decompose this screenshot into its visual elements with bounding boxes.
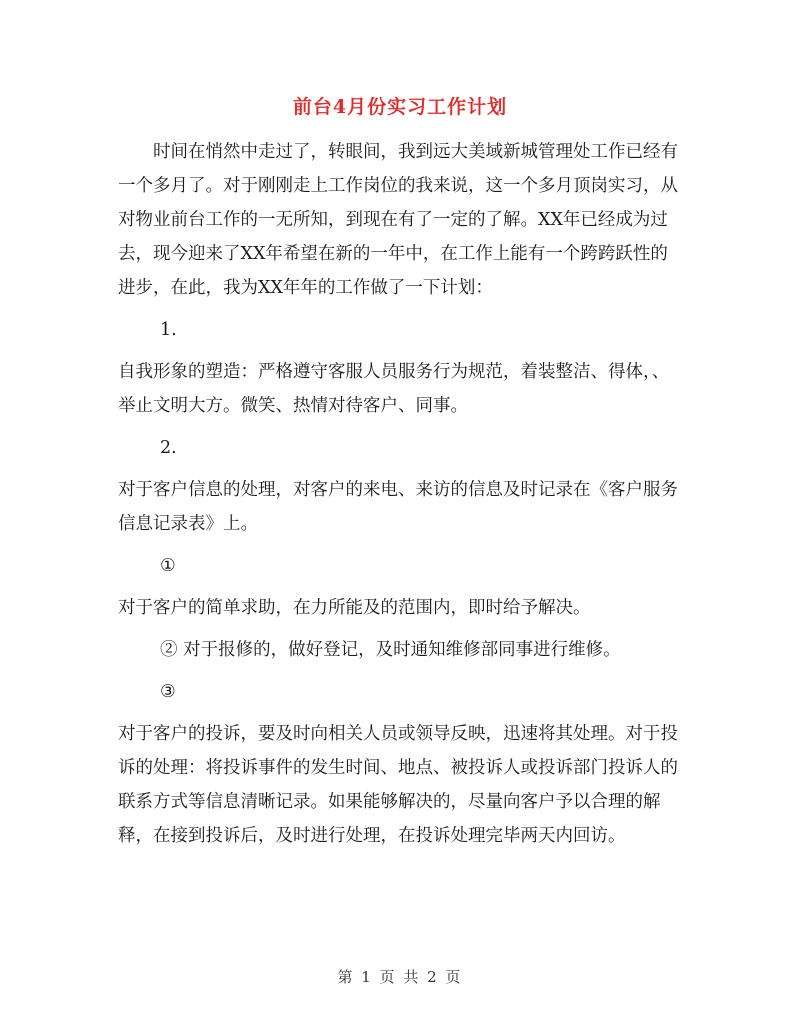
item-text-1: 自我形象的塑造：严格遵守客服人员服务行为规范，着装整洁、得体，、举止文明大方。微笑、热情对待客户、同事。 bbox=[118, 362, 670, 416]
item-text-3: 对于客户的简单求助，在力所能及的范围内，即时给予解决。 bbox=[118, 598, 591, 618]
page-footer: 第 1 页 共 2 页 bbox=[337, 968, 463, 986]
document-body bbox=[118, 135, 678, 861]
item-text-4: 对于报修的，做好登记，及时通知维修部同事进行维修。 bbox=[183, 640, 621, 660]
item-marker-3: ① bbox=[160, 556, 176, 576]
item-marker-1: 1. bbox=[160, 320, 177, 340]
item-text-5: 对于客户的投诉，要及时向相关人员或领导反映，迅速将其处理。对于投诉的处理：将投诉事件的发生时间、地点、被投诉人或投诉部门投诉人的联系方式等信息清晰记录。如果能够解决的，尽量向客户予以合理的解释，在接到投诉后，及时进行处理，在投诉处理完毕两天内回访。 bbox=[118, 724, 678, 846]
item-marker-4: ② bbox=[160, 640, 178, 660]
item-marker-2: 2. bbox=[160, 438, 177, 458]
item-marker-5: ③ bbox=[160, 682, 176, 702]
document-title: 前台4月份实习工作计划 bbox=[292, 96, 508, 118]
intro-paragraph: 时间在悄然中走过了，转眼间，我到远大美域新城管理处工作已经有一个多月了。对于刚刚走上工作岗位的我来说，这一个多月顶岗实习，从对物业前台工作的一无所知，到现在有了一定的了解。XX年已经成为过去，现今迎来了XX年希望在新的一年中，在工作上能有一个跨跨跃性的进步，在此，我为XX年年的工作做了一下计划： bbox=[118, 142, 678, 298]
item-4 bbox=[118, 633, 678, 667]
item-text-2: 对于客户信息的处理，对客户的来电、来访的信息及时记录在《客户服务信息记录表》上。 bbox=[118, 480, 678, 534]
